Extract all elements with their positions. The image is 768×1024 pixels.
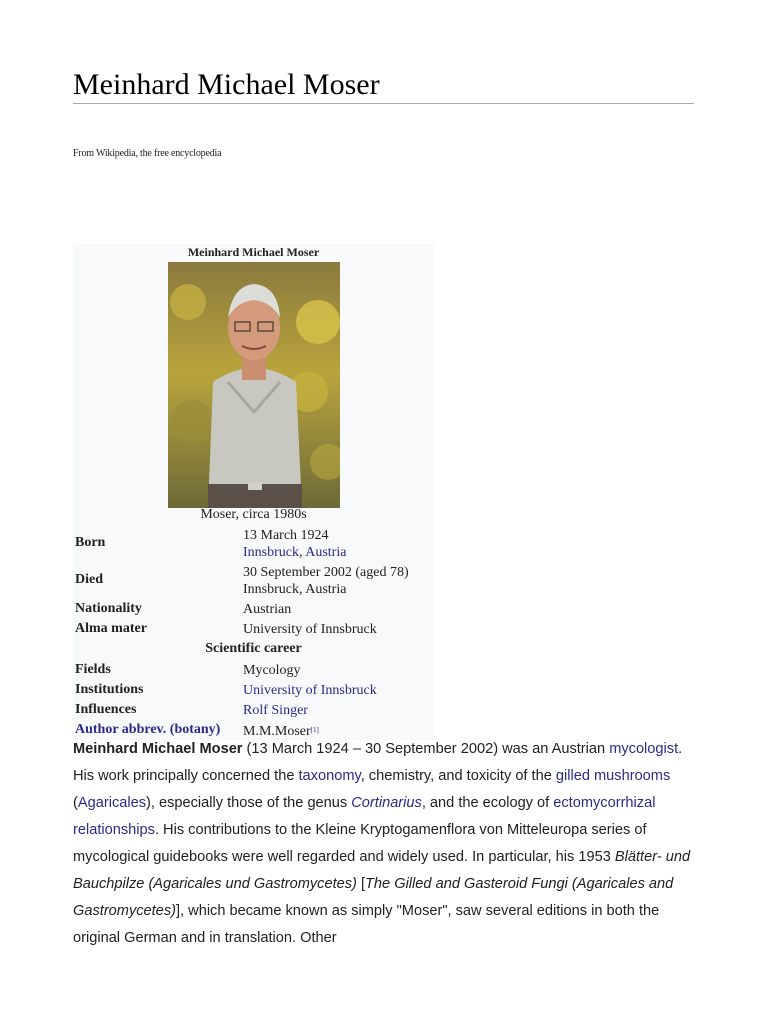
title-divider bbox=[73, 103, 694, 104]
reference-link[interactable]: [1] bbox=[310, 726, 319, 734]
link-agaricales[interactable]: Agaricales bbox=[77, 795, 147, 811]
text-run: , chemistry, and toxicity of the bbox=[360, 768, 556, 784]
infobox-caption: Meinhard Michael Moser bbox=[187, 245, 320, 259]
author-abbrev-text: M.M.Moser bbox=[243, 724, 311, 739]
link-gilled-mushrooms[interactable]: gilled mushrooms bbox=[555, 768, 671, 784]
text-run: . His work principally concerned the bbox=[73, 741, 683, 784]
institutions-label: Institutions bbox=[75, 682, 144, 697]
died-label: Died bbox=[75, 572, 103, 587]
article-body bbox=[73, 736, 694, 952]
influences-link[interactable]: Rolf Singer bbox=[243, 703, 308, 718]
site-tagline: From Wikipedia, the free encyclopedia bbox=[73, 148, 222, 159]
born-value bbox=[243, 527, 346, 561]
died-value bbox=[243, 564, 409, 598]
cortinarius-italic: Cortinarius bbox=[351, 795, 422, 811]
alma-mater-value: University of Innsbruck bbox=[243, 622, 377, 637]
link-ectomycorrhizal[interactable]: ectomycorrhizal relationships bbox=[73, 795, 656, 838]
infobox-row-born bbox=[75, 527, 434, 563]
text-run: ( bbox=[73, 795, 78, 811]
infobox-row-institutions bbox=[75, 682, 434, 702]
lead-paragraph bbox=[73, 736, 694, 952]
link-cortinarius[interactable] bbox=[351, 795, 422, 811]
nationality-value: Austrian bbox=[243, 602, 292, 617]
born-country-link[interactable]: Austria bbox=[305, 545, 347, 560]
link-mycologist[interactable]: mycologist bbox=[609, 741, 679, 757]
portrait-photo[interactable] bbox=[168, 262, 340, 508]
text-run: , and the ecology of bbox=[421, 795, 554, 811]
infobox bbox=[73, 244, 434, 740]
text-run: . His contributions to the Kleine Kryptogamenflora von Mitteleuropa series of mycological guidebooks were well regarded and widely used. In particular, his 1953 bbox=[73, 822, 647, 865]
text-run: (13 March 1924 – 30 September 2002) was an Austrian bbox=[242, 741, 610, 757]
photo-caption: Moser, circa 1980s bbox=[200, 507, 307, 522]
institutions-link[interactable]: University of Innsbruck bbox=[243, 683, 377, 698]
nationality-label: Nationality bbox=[75, 601, 142, 616]
text-run: [ bbox=[356, 876, 366, 892]
infobox-row-nationality bbox=[75, 601, 434, 621]
born-label: Born bbox=[75, 535, 106, 550]
book-title-german: Blätter- und Bauchpilze (Agaricales und Gastromycetes) bbox=[73, 849, 691, 892]
fields-label: Fields bbox=[75, 662, 111, 677]
subject-name: Meinhard Michael Moser bbox=[73, 741, 243, 757]
infobox-row-alma-mater bbox=[75, 621, 434, 641]
born-date: 13 March 1924 bbox=[243, 528, 329, 543]
infobox-row-influences bbox=[75, 702, 434, 722]
fields-value: Mycology bbox=[243, 663, 301, 678]
book-title-english: The Gilled and Gasteroid Fungi (Agaricales and Gastromycetes) bbox=[73, 876, 674, 919]
author-abbrev-link[interactable]: Author abbrev. (botany) bbox=[75, 722, 221, 737]
infobox-row-died bbox=[75, 564, 434, 600]
link-taxonomy[interactable]: taxonomy bbox=[298, 768, 361, 784]
page-title: Meinhard Michael Moser bbox=[73, 68, 380, 101]
infobox-section-scientific-career: Scientific career bbox=[205, 641, 302, 656]
died-place: Innsbruck, Austria bbox=[243, 582, 347, 597]
text-run: ), especially those of the genus bbox=[146, 795, 352, 811]
died-date: 30 September 2002 (aged 78) bbox=[243, 565, 409, 580]
alma-mater-label: Alma mater bbox=[75, 621, 147, 636]
influences-label: Influences bbox=[75, 702, 137, 717]
born-city-link[interactable]: Innsbruck bbox=[243, 545, 299, 560]
text-run: ], which became known as simply "Moser", saw several editions in both the original German and in translation. Other bbox=[73, 903, 660, 946]
born-place-separator: , bbox=[299, 545, 306, 560]
infobox-row-fields bbox=[75, 662, 434, 682]
